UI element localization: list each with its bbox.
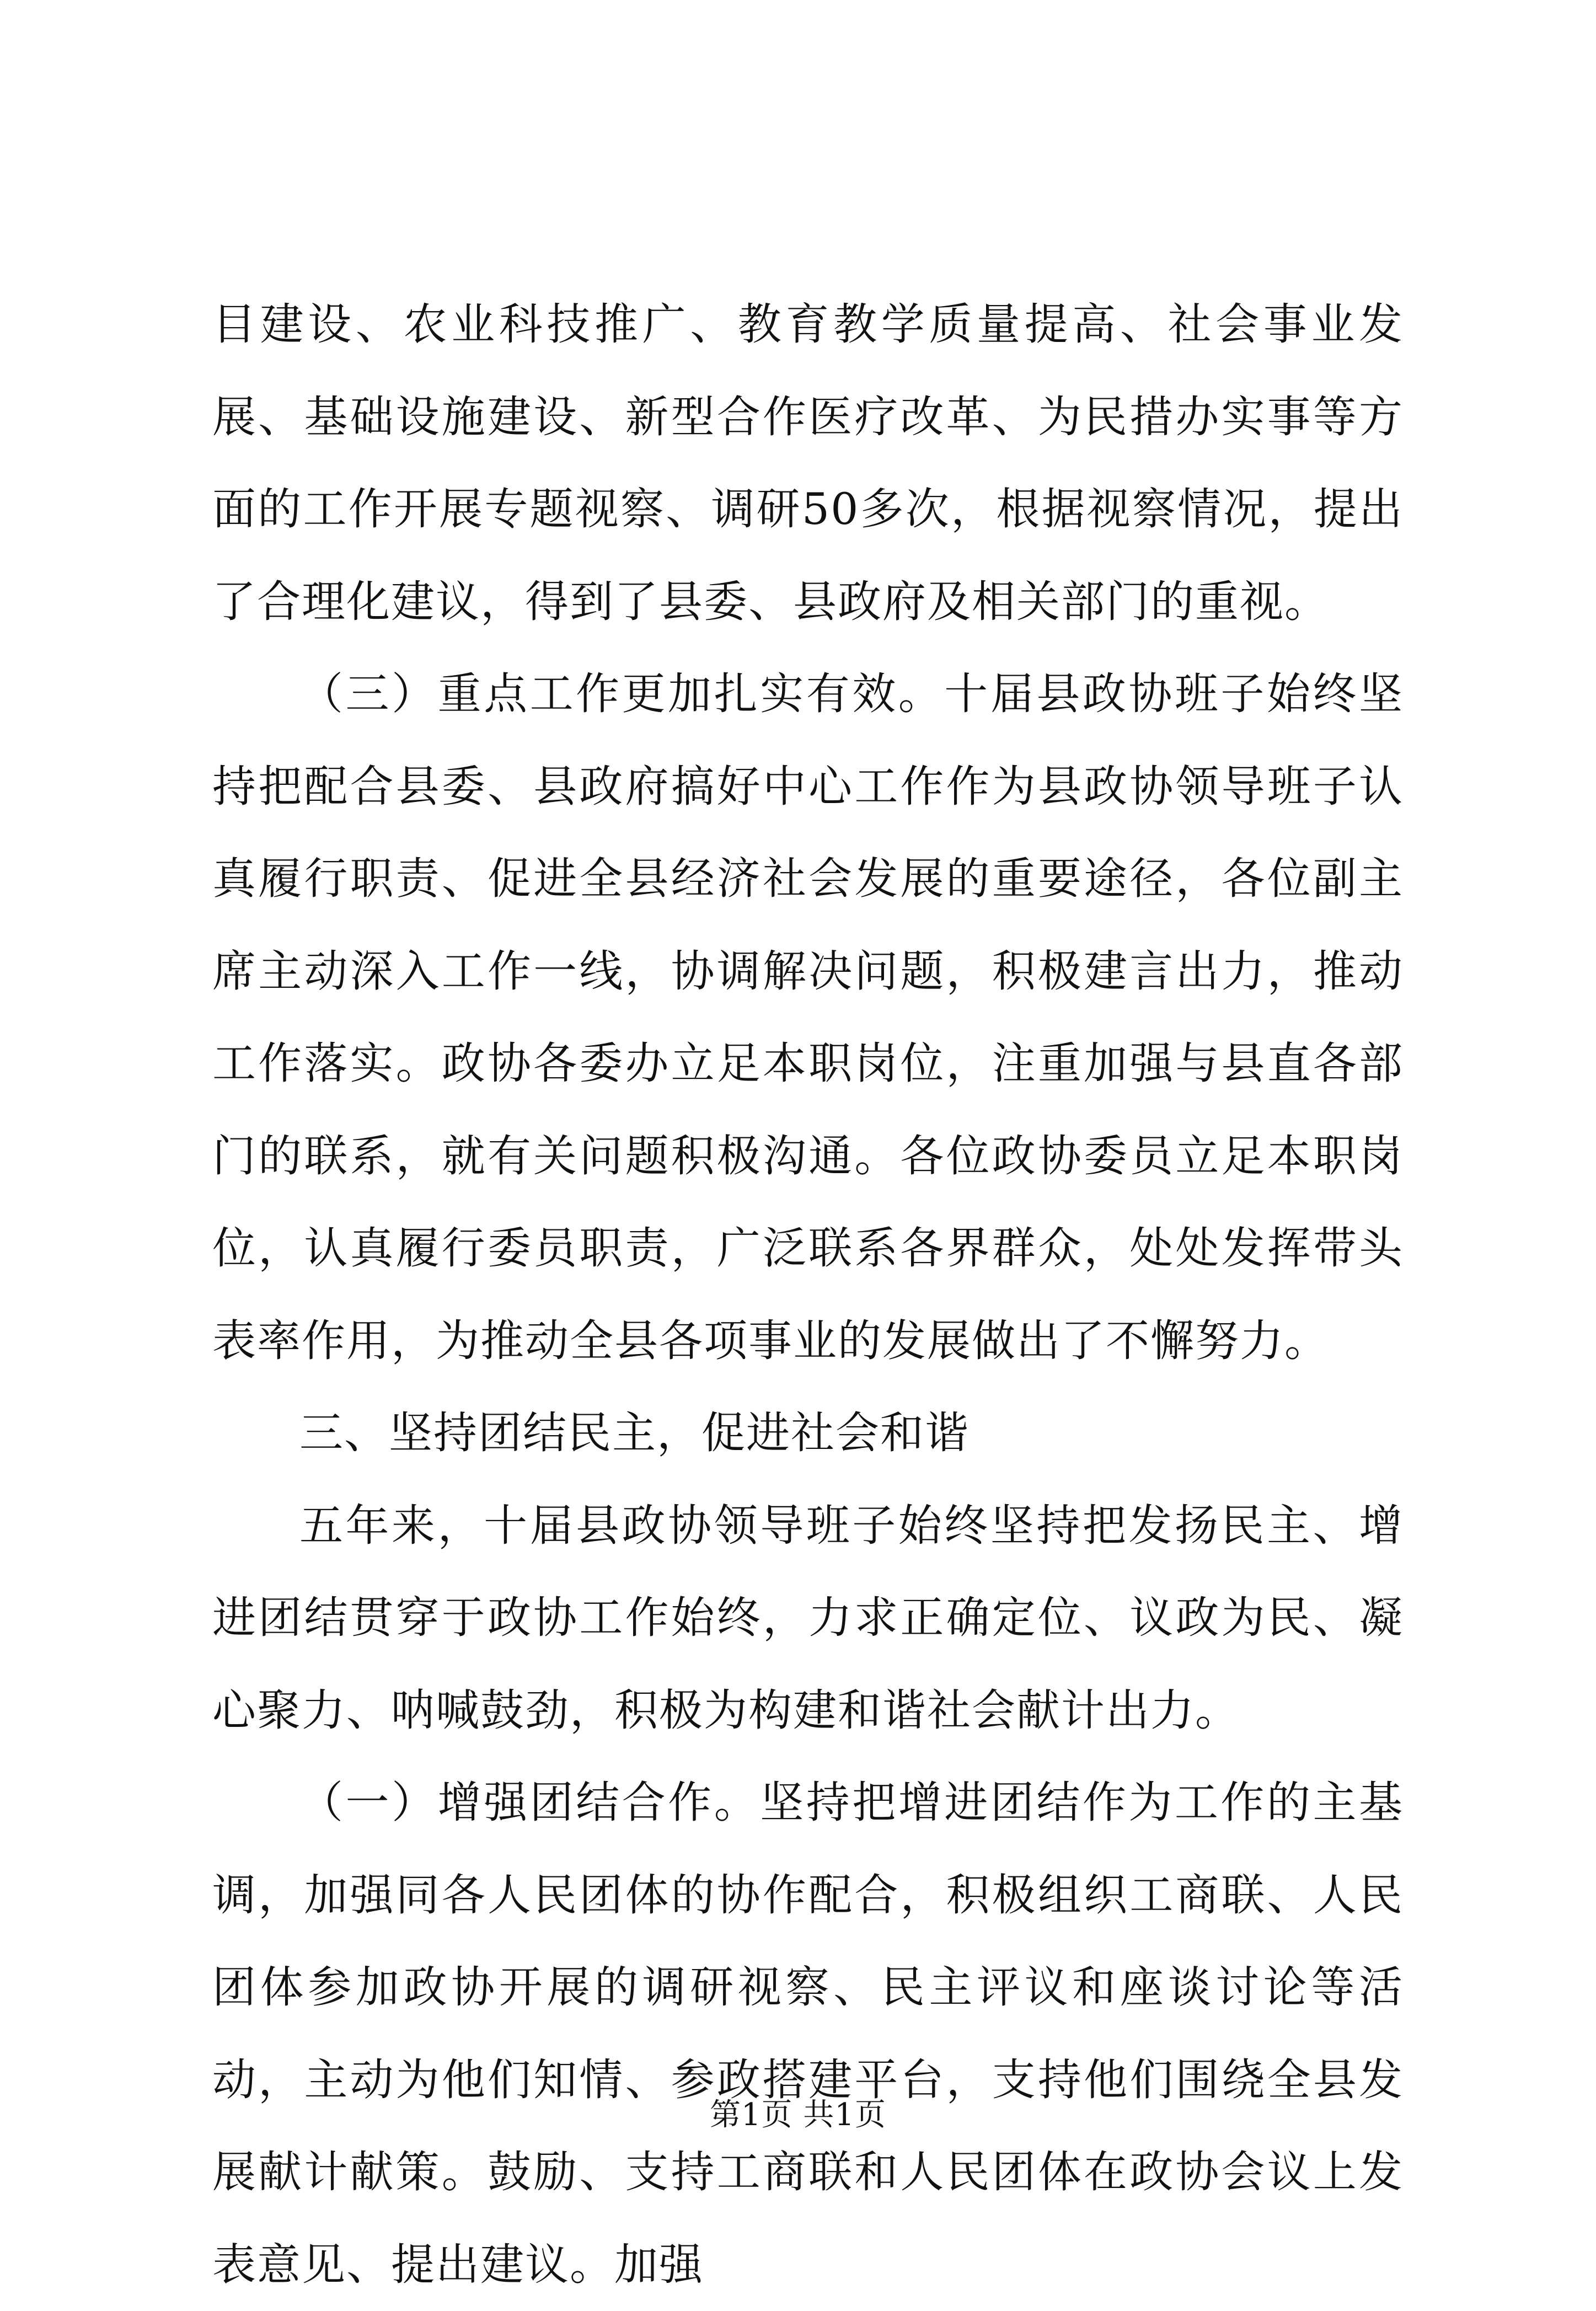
section-heading-three: 三、坚持团结民主，促进社会和谐 bbox=[299, 1408, 970, 1458]
page-footer: 第1页 共1页 bbox=[709, 2097, 887, 2133]
paragraph-continuation: 目建设、农业科技推广、教育教学质量提高、社会事业发展、基础设施建设、新型合作医疗改革、为民措办实事等方面的工作开展专题视察、调研50多次，根据视察情况，提出了合理化建议，得到了县委、县政府及相关部门的重视。 bbox=[212, 299, 1404, 627]
body-text bbox=[212, 279, 1404, 2311]
paragraph-section-three-work: （三）重点工作更加扎实有效。十届县政协班子始终坚持把配合县委、县政府搞好中心工作作为县政协领导班子认真履行职责、促进全县经济社会发展的重要途径，各位副主席主动深入工作一线，协调解决问题，积极建言出力，推动工作落实。政协各委办立足本职岗位，注重加强与县直各部门的联系，就有关问题积极沟通。各位政协委员立足本职岗位，认真履行委员职责，广泛联系各界群众，处处发挥带头表率作用，为推动全县各项事业的发展做出了不懈努力。 bbox=[212, 668, 1404, 1366]
paragraph-five-years: 五年来，十届县政协领导班子始终坚持把发扬民主、增进团结贯穿于政协工作始终，力求正确定位、议政为民、凝心聚力、呐喊鼓劲，积极为构建和谐社会献计出力。 bbox=[212, 1500, 1404, 1736]
paragraph-unity-cooperation: （一）增强团结合作。坚持把增进团结作为工作的主基调，加强同各人民团体的协作配合，积极组织工商联、人民团体参加政协开展的调研视察、民主评议和座谈讨论等活动，主动为他们知情、参政搭建平台，支持他们围绕全县发展献计献策。鼓励、支持工商联和人民团体在政协会议上发表意见、提出建议。加强 bbox=[212, 1777, 1404, 2290]
